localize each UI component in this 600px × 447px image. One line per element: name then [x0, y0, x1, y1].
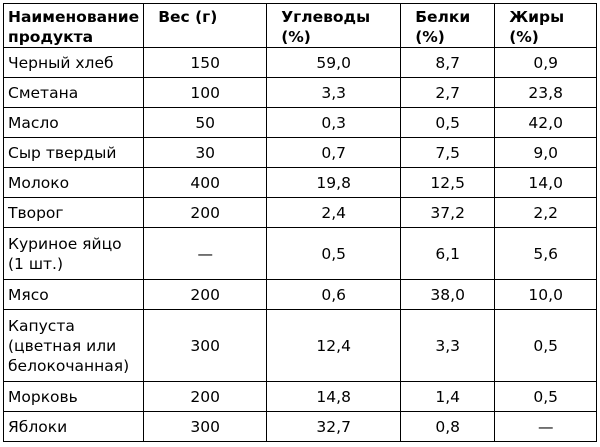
table-row: [4, 198, 597, 228]
cell-product-name: Мясо: [4, 280, 144, 310]
cell-carbs: 0,5: [267, 228, 401, 280]
table-body: [4, 48, 597, 442]
cell-fat: 0,5: [495, 310, 597, 382]
cell-product-name: Яблоки: [4, 412, 144, 442]
cell-weight: 200: [144, 382, 267, 412]
cell-carbs: 12,4: [267, 310, 401, 382]
cell-weight: 200: [144, 198, 267, 228]
cell-fat: 14,0: [495, 168, 597, 198]
cell-protein: 0,8: [401, 412, 495, 442]
cell-protein: 38,0: [401, 280, 495, 310]
table-row: [4, 108, 597, 138]
cell-weight: 30: [144, 138, 267, 168]
table-row: [4, 48, 597, 78]
header-product-name: Наименование продукта: [4, 4, 144, 48]
cell-carbs: 19,8: [267, 168, 401, 198]
cell-carbs: 0,7: [267, 138, 401, 168]
cell-carbs: 3,3: [267, 78, 401, 108]
cell-carbs: 0,6: [267, 280, 401, 310]
table-row: [4, 280, 597, 310]
nutrition-table: [3, 3, 597, 442]
cell-product-name: Сыр твердый: [4, 138, 144, 168]
header-protein: Белки (%): [401, 4, 495, 48]
cell-fat: 2,2: [495, 198, 597, 228]
cell-protein: 6,1: [401, 228, 495, 280]
cell-weight: 150: [144, 48, 267, 78]
cell-fat: 0,5: [495, 382, 597, 412]
cell-protein: 7,5: [401, 138, 495, 168]
cell-fat: 0,9: [495, 48, 597, 78]
cell-carbs: 32,7: [267, 412, 401, 442]
cell-fat: 23,8: [495, 78, 597, 108]
cell-weight: —: [144, 228, 267, 280]
cell-product-name: Масло: [4, 108, 144, 138]
header-carbs: Углеводы (%): [267, 4, 401, 48]
cell-product-name: Сметана: [4, 78, 144, 108]
cell-carbs: 0,3: [267, 108, 401, 138]
nutrition-table-container: [3, 3, 597, 442]
table-row: [4, 382, 597, 412]
table-row: [4, 138, 597, 168]
cell-weight: 50: [144, 108, 267, 138]
cell-protein: 1,4: [401, 382, 495, 412]
cell-carbs: 59,0: [267, 48, 401, 78]
cell-fat: —: [495, 412, 597, 442]
cell-product-name: Куриное яйцо (1 шт.): [4, 228, 144, 280]
cell-protein: 0,5: [401, 108, 495, 138]
header-row: [4, 4, 597, 48]
table-row: [4, 310, 597, 382]
cell-fat: 5,6: [495, 228, 597, 280]
cell-product-name: Капуста (цветная или белокочанная): [4, 310, 144, 382]
cell-protein: 37,2: [401, 198, 495, 228]
cell-weight: 300: [144, 412, 267, 442]
cell-protein: 8,7: [401, 48, 495, 78]
cell-protein: 12,5: [401, 168, 495, 198]
cell-product-name: Морковь: [4, 382, 144, 412]
table-row: [4, 228, 597, 280]
cell-protein: 3,3: [401, 310, 495, 382]
header-weight: Вес (г): [144, 4, 267, 48]
table-row: [4, 78, 597, 108]
cell-fat: 42,0: [495, 108, 597, 138]
cell-product-name: Творог: [4, 198, 144, 228]
cell-carbs: 2,4: [267, 198, 401, 228]
cell-fat: 9,0: [495, 138, 597, 168]
cell-weight: 300: [144, 310, 267, 382]
table-row: [4, 412, 597, 442]
cell-protein: 2,7: [401, 78, 495, 108]
cell-product-name: Черный хлеб: [4, 48, 144, 78]
cell-weight: 400: [144, 168, 267, 198]
cell-weight: 200: [144, 280, 267, 310]
table-row: [4, 168, 597, 198]
cell-product-name: Молоко: [4, 168, 144, 198]
cell-fat: 10,0: [495, 280, 597, 310]
header-fat: Жиры (%): [495, 4, 597, 48]
cell-weight: 100: [144, 78, 267, 108]
cell-carbs: 14,8: [267, 382, 401, 412]
